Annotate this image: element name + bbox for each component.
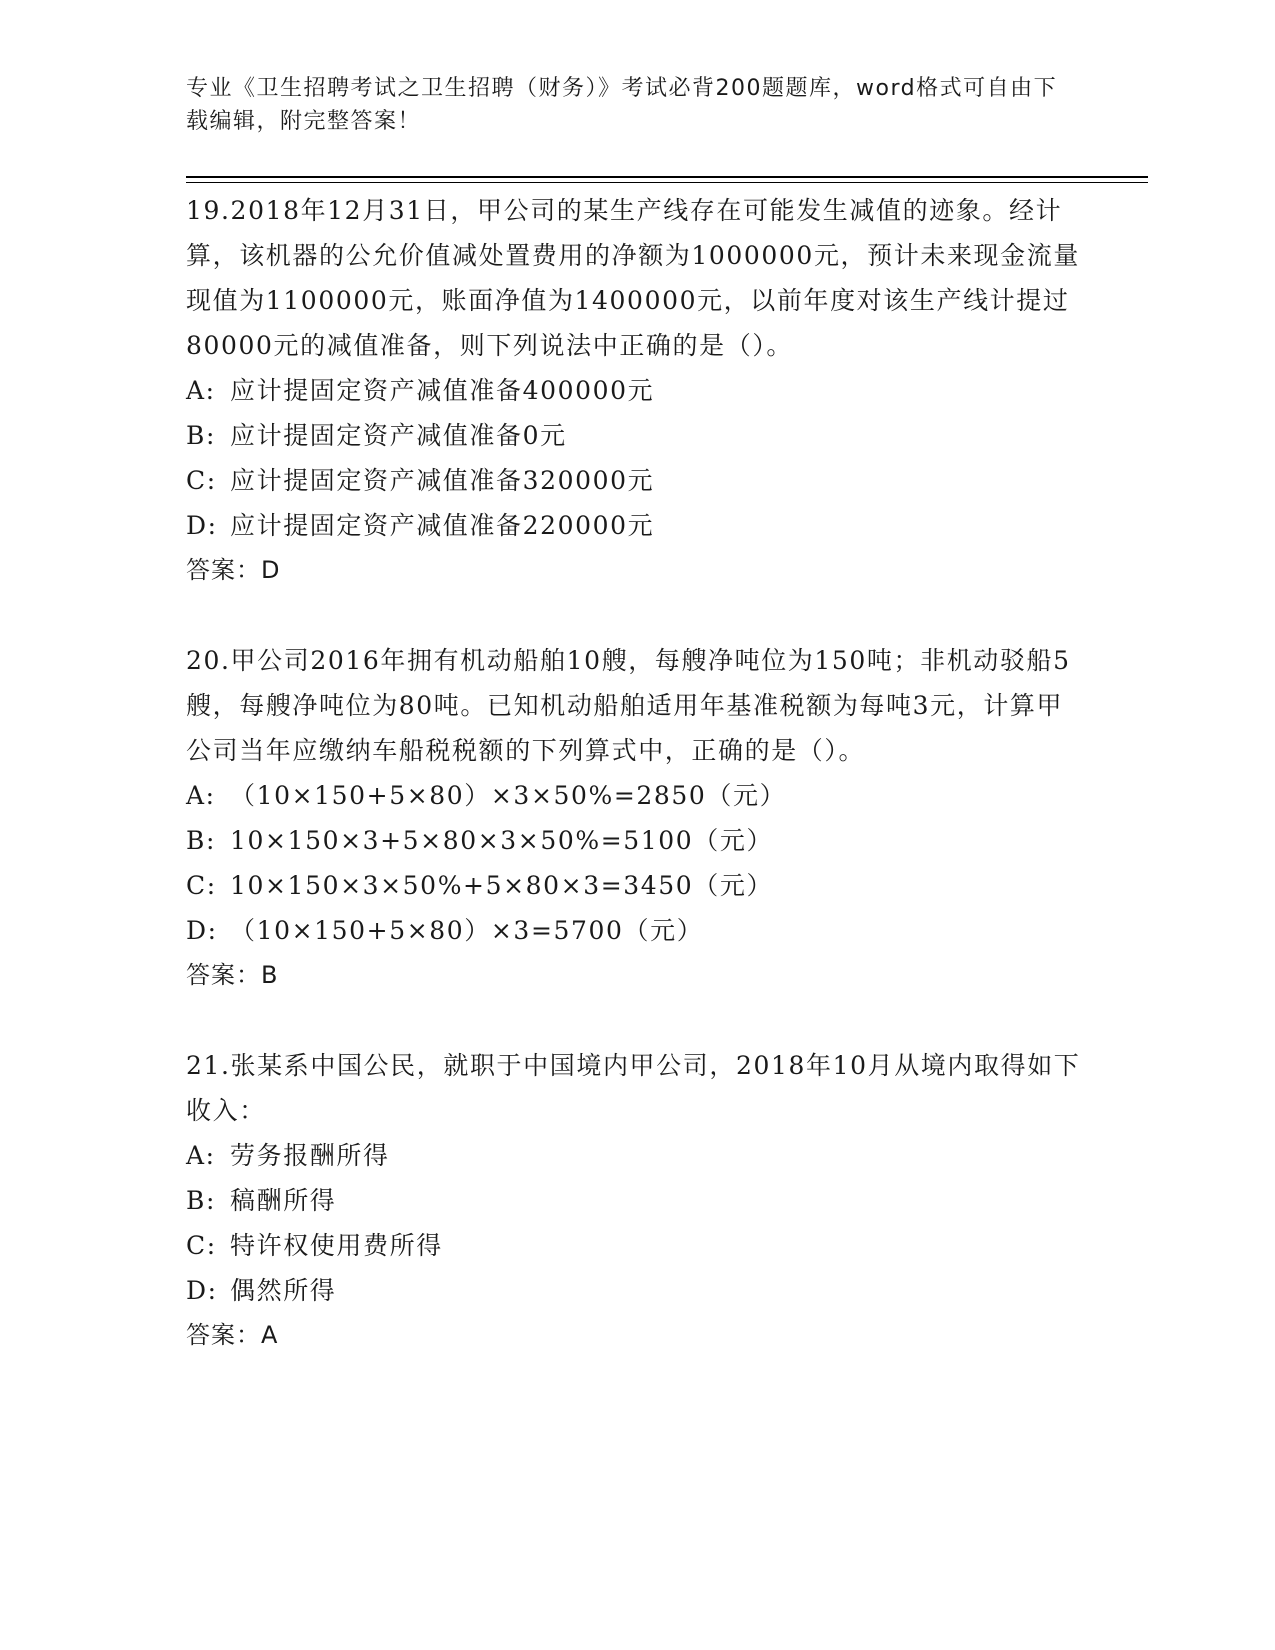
question-gap (186, 998, 1086, 1043)
option-b (186, 1178, 1086, 1223)
option-text: 10×150×3+5×80×3×50%=5100（元） (230, 826, 774, 855)
question-text: 19.2018年12月31日，甲公司的某生产线存在可能发生减值的迹象。经计算，该机器的公允价值减处置费用的净额为1000000元，预计未来现金流量现值为1100000元，账面净值为1400000元，以前年度对该生产线计提过80000元的减值准备，则下列说法中正确的是（）。 (186, 196, 1080, 360)
option-text: 稿酬所得 (230, 1186, 337, 1215)
option-text: 应计提固定资产减值准备320000元 (230, 466, 655, 495)
header-divider-thick (186, 176, 1148, 178)
question-text: 20.甲公司2016年拥有机动船舶10艘，每艘净吨位为150吨；非机动驳船5艘，每艘净吨位为80吨。已知机动船舶适用年基准税额为每吨3元，计算甲公司当年应缴纳车船税税额的下列算式中，正确的是（）。 (186, 646, 1071, 765)
option-text: 劳务报酬所得 (230, 1141, 390, 1170)
answer-line: 答案：D (186, 556, 281, 584)
option-b (186, 413, 1086, 458)
question-20 (186, 638, 1086, 998)
option-text: 特许权使用费所得 (230, 1231, 443, 1260)
option-c (186, 1223, 1086, 1268)
question-text: 21.张某系中国公民，就职于中国境内甲公司，2018年10月从境内取得如下收入： (186, 1051, 1081, 1125)
answer-line: 答案：B (186, 961, 279, 989)
document-header: 专业《卫生招聘考试之卫生招聘（财务）》考试必背200题题库，word格式可自由下载编辑，附完整答案！ (186, 76, 1058, 134)
option-d (186, 908, 1086, 953)
option-a (186, 368, 1086, 413)
option-letter: B: (186, 1186, 216, 1215)
option-letter: D: (186, 1276, 218, 1305)
question-19 (186, 188, 1086, 593)
option-b (186, 818, 1086, 863)
option-letter: B: (186, 826, 216, 855)
option-text: （10×150+5×80）×3×50%=2850（元） (230, 781, 787, 810)
option-letter: D: (186, 916, 218, 945)
option-a (186, 1133, 1086, 1178)
option-letter: C: (186, 1231, 217, 1260)
option-text: 应计提固定资产减值准备400000元 (230, 376, 655, 405)
option-letter: A: (186, 1141, 216, 1170)
question-list (186, 188, 1086, 1358)
option-c (186, 863, 1086, 908)
header-divider-thin (186, 182, 1148, 183)
option-letter: B: (186, 421, 216, 450)
option-text: 10×150×3×50%+5×80×3=3450（元） (230, 871, 774, 900)
option-d (186, 1268, 1086, 1313)
option-letter: D: (186, 511, 218, 540)
option-letter: A: (186, 781, 216, 810)
option-text: 应计提固定资产减值准备0元 (230, 421, 567, 450)
option-letter: C: (186, 871, 217, 900)
option-d (186, 503, 1086, 548)
option-text: （10×150+5×80）×3=5700（元） (230, 916, 704, 945)
option-c (186, 458, 1086, 503)
question-21 (186, 1043, 1086, 1358)
option-letter: A: (186, 376, 216, 405)
option-letter: C: (186, 466, 217, 495)
answer-line: 答案：A (186, 1321, 279, 1349)
option-text: 应计提固定资产减值准备220000元 (230, 511, 655, 540)
option-text: 偶然所得 (230, 1276, 337, 1305)
option-a (186, 773, 1086, 818)
question-gap (186, 593, 1086, 638)
